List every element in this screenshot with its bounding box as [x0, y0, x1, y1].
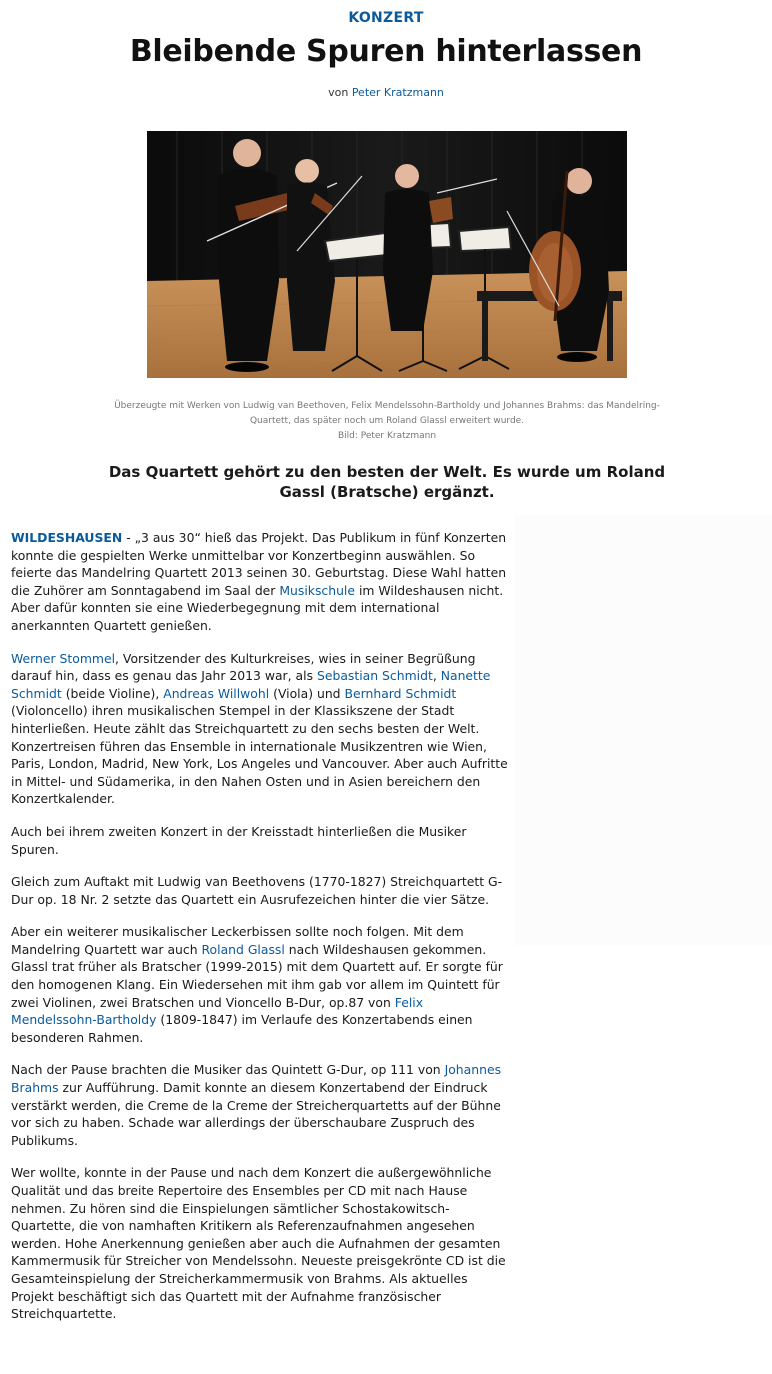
- article-headline: Bleibende Spuren hinterlassen: [129, 34, 643, 69]
- text-run: Nach der Pause brachten die Musiker das Quintett G-Dur, op 111 von: [11, 1062, 445, 1078]
- caption-line: Quartett, das später noch um Roland Glassl erweitert wurde.: [249, 416, 525, 426]
- text-run: im Wildeshausen nicht. Aber dafür konnten sie eine Wiederbegegnung mit dem international anerkannten Quartett genießen.: [11, 582, 504, 633]
- link-bernhard-schmidt[interactable]: Bernhard Schmidt: [344, 685, 457, 701]
- article-teaser: Das Quartett gehört zu den besten der Welt. Es wurde um Roland Gassl (Bratsche) ergänzt.: [108, 463, 666, 501]
- article-body: [11, 529, 509, 1338]
- paragraph: Wer wollte, konnte in der Pause und nach dem Konzert die außergewöhnliche Qualität und das breite Repertoire des Ensembles per CD mit nach Hause nehmen. Zu hören sind die Einspielungen sämtlicher Schostakowitsch-Quartette, die von namhaften Kritikern als Referenzaufnahmen angesehen werden. Hohe Anerkennung genießen aber auch die Aufnahmen der gesamten Kammermusik für Streicher von Mendelssohn. Neueste preisgekrönte CD ist die Gesamteinspielung der Streicherkammermusik von Brahms. Als aktuelles Projekt beschäftigt sich das Quartett mit der Aufnahme französischer Streichquartette.: [11, 1165, 506, 1322]
- paragraph: [11, 650, 509, 808]
- text-run: Aber ein weiterer musikalischer Leckerbissen sollte noch folgen. Mit dem Mandelring Quartett war auch: [11, 924, 464, 957]
- text-run: (beide Violine),: [61, 685, 164, 701]
- link-musikschule[interactable]: Musikschule: [279, 582, 356, 598]
- paragraph: [11, 1061, 509, 1149]
- photo-caption: [90, 399, 684, 444]
- link-roland-glassl[interactable]: Roland Glassl: [201, 941, 285, 957]
- link-nanette-schmidt[interactable]: Nanette Schmidt: [11, 668, 491, 701]
- caption-line: Überzeugte mit Werken von Ludwig van Beethoven, Felix Mendelssohn-Bartholdy und Johannes Brahms: das Mandelring-: [114, 401, 660, 411]
- text-run: (1809-1847) im Verlaufe des Konzertabends einen besonderen Rahmen.: [11, 1012, 473, 1045]
- photo-credit: Bild: Peter Kratzmann: [337, 431, 437, 441]
- byline: [0, 86, 772, 99]
- link-johannes-brahms[interactable]: Johannes Brahms: [11, 1062, 502, 1096]
- author-link[interactable]: Peter Kratzmann: [351, 86, 444, 99]
- link-andreas-willwohl[interactable]: Andreas Willwohl: [163, 685, 270, 701]
- text-run: - „3 aus 30“ hieß das Projekt. Das Publikum in fünf Konzerten konnte die gespielten Werke unmittelbar vor Konzertbeginn auswählen. So feierte das Mandelring Quartett 2013 seinen 30. Geburtstag. Diese Wahl hatten die Zuhörer am Sonntagabend im Saal der: [11, 530, 507, 598]
- text-run: , Vorsitzender des Kulturkreises, wies in seiner Begrüßung darauf hin, dass es genau das Jahr 2013 war, als: [11, 650, 476, 684]
- link-felix-mendelssohn-bartholdy[interactable]: Felix Mendelssohn-Bartholdy: [11, 994, 424, 1028]
- paragraph: [11, 923, 509, 1046]
- paragraph: Auch bei ihrem zweiten Konzert in der Kreisstadt hinterließen die Musiker Spuren.: [11, 823, 467, 857]
- byline-prefix: von: [328, 86, 352, 99]
- paragraph: [11, 529, 509, 635]
- text-run: (Viola) und: [269, 685, 345, 701]
- paragraph: Gleich zum Auftakt mit Ludwig van Beethovens (1770-1827) Streichquartett G-Dur op. 18 Nr. 2 setzte das Quartett ein Ausrufezeichen hinter die vier Sätze.: [11, 874, 503, 907]
- text-run: (Violoncello) ihren musikalischen Stempel in der Klassikszene der Stadt hinterließen. Heute zählt das Streichquartett zu den sechs besten der Welt. Konzertreisen führen das Ensemble in internationale Musikzentren wie Wien, Paris, London, Madrid, New York, Los Angeles und Vancouver. Aber auch Aufritte in Mittel- und Südamerika, in den Nahen Osten und in Asien bereichern den Konzertkalender.: [11, 703, 508, 807]
- link-sebastian-schmidt[interactable]: Sebastian Schmidt: [316, 668, 433, 684]
- link-werner-stommel[interactable]: Werner Stommel: [11, 650, 116, 666]
- article-kicker: KONZERT: [348, 10, 424, 26]
- sidebar-area: [515, 515, 772, 945]
- article-photo: [147, 131, 627, 378]
- text-run: ,: [432, 668, 441, 684]
- text-run: zur Aufführung. Damit konnte an diesem Konzertabend der Eindruck verstärkt werden, die Creme de la Creme der Streicherquartetts auf der Bühne vor sich zu haben. Schade war allerdings der überschaubare Zuspruch des Publikums.: [11, 1080, 501, 1148]
- text-run: nach Wildeshausen gekommen. Glassl trat früher als Bratscher (1999-2015) mit dem Quartett auf. Er sorgte für den homogenen Klang. Ein Wiedersehen mit ihm gab vor allem im Quintett für zwei Violinen, zwei Bratschen und Vioncello B-Dur, op.87 von: [11, 941, 503, 1010]
- dateline: WILDESHAUSEN: [11, 530, 123, 545]
